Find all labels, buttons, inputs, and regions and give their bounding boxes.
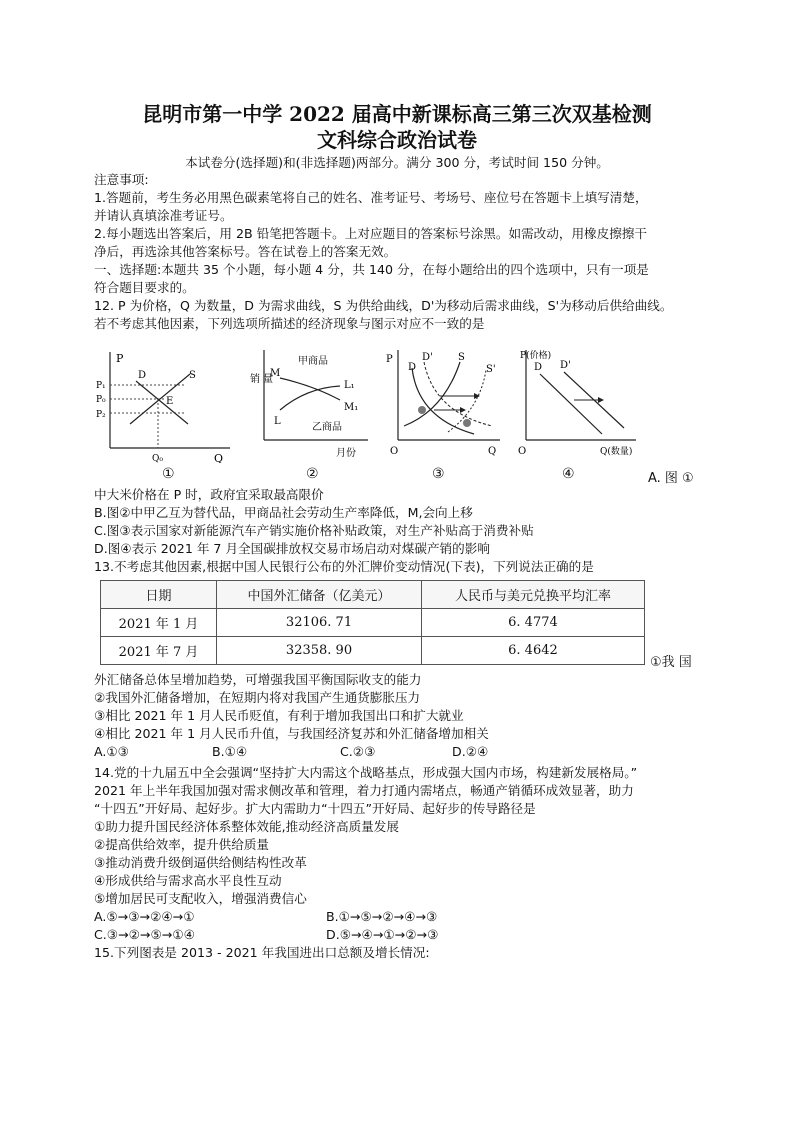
fig1-p-axis-label: P [116,352,124,365]
fig2-y-label: 销 量 [250,374,274,385]
table-header-row [101,581,645,609]
q13-option-a: A.①③ [94,744,129,759]
exam-info: 本试卷分(选择题)和(非选择题)两部分。满分 300 分，考试时间 150 分钟。 [185,155,609,170]
q12-stem-1: 12. P 为价格，Q 为数量，D 为需求曲线，S 为供给曲线，D'为移动后需求曲线，S'为移动后供给曲线。 [94,298,673,313]
fig4-d-label: D [534,362,543,373]
q14-statement-4: ④形成供给与需求高水平良性互动 [94,873,282,888]
table-header: 人民币与美元兑换平均汇率 [421,581,644,609]
q14-option-c: C.③→②→⑤→①④ [94,927,195,942]
note-1b: 并请认真填涂准考证号。 [94,208,233,223]
figure-2-label: ② [306,466,319,482]
fig3-p-axis-label: P [386,354,393,365]
table-cell: 6. 4642 [421,637,644,665]
fig3-d2-label: D' [422,352,433,363]
table-cell: 2021 年 7 月 [101,637,217,665]
figure-3-shift-curves [384,348,509,463]
table-cell: 6. 4774 [421,609,644,637]
table-cell: 32358. 90 [217,637,422,665]
table-row [101,637,645,665]
exam-subtitle: 文科综合政治试卷 [317,128,477,152]
q14-statement-5: ⑤增加居民可支配收入，增强消费信心 [94,891,307,906]
fig2-x-label: 月份 [336,448,356,459]
note-1a: 1.答题前，考生务必用黑色碳素笔将自己的姓名、准考证号、考场号、座位号在答题卡上填写清楚， [94,190,648,205]
q14-stem-1: 14.党的十九届五中全会强调“坚持扩大内需这个战略基点，形成强大国内市场，构建新发展格局。” [94,765,638,780]
q12-stem-2: 若不考虑其他因素，下列选项所描述的经济现象与图示对应不一致的是 [94,316,485,331]
q13-statement-3: ③相比 2021 年 1 月人民币贬值，有利于增加我国出口和扩大就业 [94,708,464,723]
q13-statement-1-cont: 外汇储备总体呈增加趋势，可增强我国平衡国际收支的能力 [94,672,422,687]
fig2-l-label: L [274,416,281,427]
fig4-p-axis-label: P(价格) [520,351,552,361]
table-header: 日期 [101,581,217,609]
fig1-d-label: D [138,370,147,381]
fig1-q0-label: Q₀ [152,454,163,463]
forex-table [100,580,645,665]
exam-title: 昆明市第一中学 2022 届高中新课标高三第三次双基检测 [142,102,652,126]
note-2a: 2.每小题选出答案后，用 2B 铅笔把答题卡。上对应题目的答案标号涂黑。如需改动，用橡皮擦擦干 [94,226,648,241]
note-3a: 一、选择题:本题共 35 个小题，每小题 4 分，共 140 分，在每小题给出的四个选项中，只有一项是 [94,262,649,277]
q13-stem: 13.不考虑其他因素,根据中国人民银行公布的外汇牌价变动情况(下表)，下列说法正确的是 [94,559,594,574]
q12-option-a-cont: 中大米价格在 P 时，政府宜采取最高限价 [94,487,324,502]
q13-option-b: B.①④ [212,744,248,759]
q14-option-b: B.①→⑤→②→④→③ [326,909,438,924]
fig3-origin-label: O [390,446,399,457]
note-3b: 符合题目要求的。 [94,280,195,295]
fig1-p0-label: P₀ [96,395,106,405]
q14-option-a: A.⑤→③→②④→① [94,909,195,924]
table-row [101,609,645,637]
fig2-good-b-label: 乙商品 [312,422,342,433]
fig2-m-label: M [270,368,281,379]
figure-1-label: ① [162,466,175,482]
q13-option-d: D.②④ [452,744,489,759]
table-cell: 2021 年 1 月 [101,609,217,637]
fig3-s-label: S [458,352,465,363]
fig2-m1-label: M₁ [344,402,359,413]
fig3-s2-label: S' [486,364,496,375]
q12-option-a-start: A. 图 ① [648,471,694,486]
fig2-good-a-label: 甲商品 [298,356,328,367]
q13-statement-2: ②我国外汇储备增加，在短期内将对我国产生通货膨胀压力 [94,690,421,705]
q14-statement-1: ①助力提升国民经济体系整体效能,推动经济高质量发展 [94,819,399,834]
notes-heading: 注意事项: [94,172,149,187]
q13-statement-1-start: ①我 国 [650,655,692,670]
fig3-d-label: D [408,362,417,373]
q13-option-c: C.②③ [340,744,376,759]
figure-2-sales-curves [244,348,374,463]
fig1-p1-label: P₁ [96,381,106,391]
fig4-origin-label: O [518,446,527,457]
fig4-q-axis-label: Q(数量) [600,447,633,457]
figure-1-supply-demand [94,348,234,463]
fig2-l1-label: L₁ [344,380,355,391]
fig1-p2-label: P₂ [96,410,106,420]
q14-stem-2: 2021 年上半年我国加强对需求侧改革和管理，着力打通内需堵点，畅通产销循环成效显著，助力 [94,783,634,798]
q15-stem: 15.下列图表是 2013 - 2021 年我国进出口总额及增长情况: [94,945,430,960]
q13-statement-4: ④相比 2021 年 1 月人民币升值，与我国经济复苏和外汇储备增加相关 [94,726,489,741]
q14-statement-3: ③推动消费升级倒逼供给侧结构性改革 [94,855,307,870]
figure-4-demand-shift [514,348,674,463]
figure-3-label: ③ [432,466,445,482]
table-cell: 32106. 71 [217,609,422,637]
q14-option-d: D.⑤→④→①→②→③ [326,927,439,942]
fig1-s-label: S [189,370,196,381]
table-header: 中国外汇储备（亿美元） [217,581,422,609]
q12-option-c: C.图③表示国家对新能源汽车产销实施价格补贴政策，对生产补贴高于消费补贴 [94,523,534,538]
fig4-d2-label: D' [560,360,571,371]
q12-option-d: D.图④表示 2021 年 7 月全国碳排放权交易市场启动对煤碳产销的影响 [94,541,490,556]
note-2b: 净后，再选涂其他答案标号。答在试卷上的答案无效。 [94,244,397,259]
q12-option-b: B.图②中甲乙互为替代品，甲商品社会劳动生产率降低，M,会向上移 [94,505,473,520]
fig1-e-label: E [166,396,174,407]
q14-stem-3: “十四五”开好局、起好步。扩大内需助力“十四五”开好局、起好步的传导路径是 [94,801,536,816]
q14-statement-2: ②提高供给效率，提升供给质量 [94,837,270,852]
fig1-q-axis-label: Q [214,452,224,463]
fig3-q-axis-label: Q [488,446,497,457]
figure-4-label: ④ [562,466,575,482]
